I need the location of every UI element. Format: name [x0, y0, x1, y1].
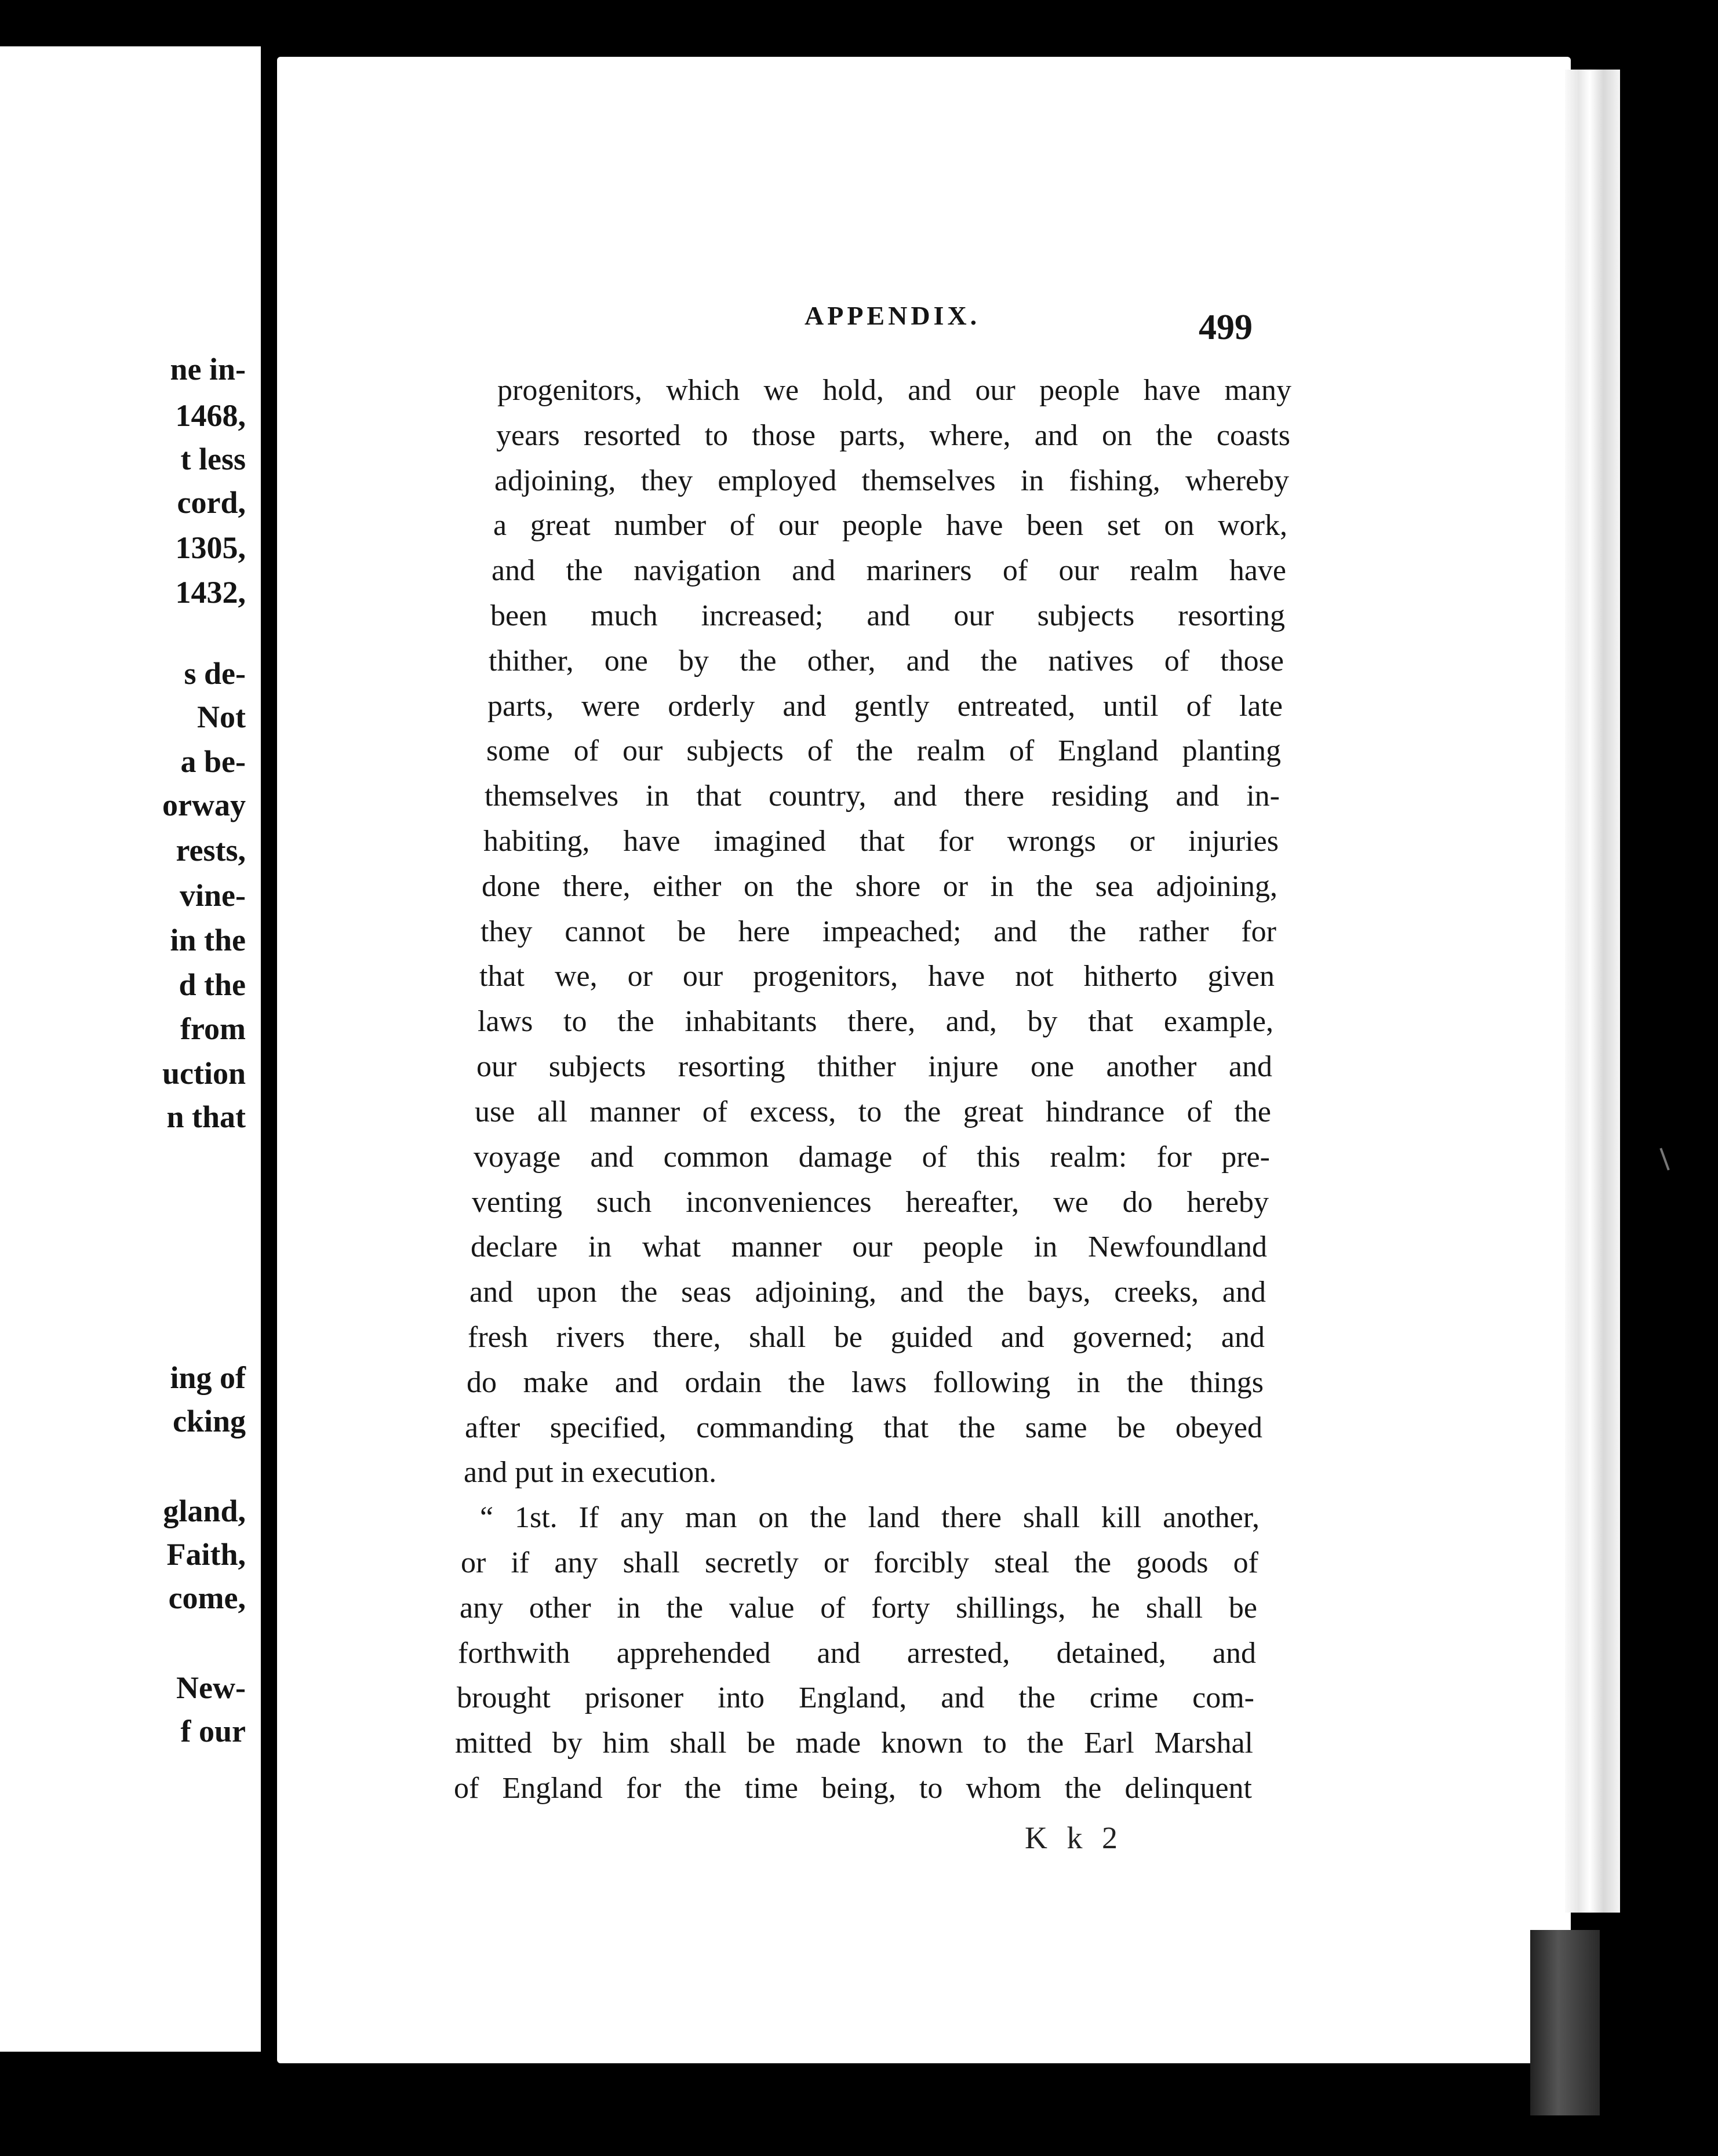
- body-line: our subjects resorting thither injure one another and: [476, 1050, 1272, 1083]
- left-page-line: ing of: [170, 1360, 246, 1395]
- body-line: voyage and common damage of this realm: for pre-: [474, 1141, 1270, 1174]
- body-line: parts, were orderly and gently entreated, until of late: [487, 690, 1283, 723]
- body-line: any other in the value of forty shillings, he shall be: [460, 1591, 1257, 1625]
- body-line: been much increased; and our subjects resorting: [490, 599, 1285, 632]
- left-page: [0, 46, 261, 2052]
- left-page-line: d the: [179, 967, 246, 1002]
- left-page-line: 1432,: [175, 575, 246, 610]
- page-edge-shadow: [1530, 1930, 1600, 2115]
- body-line: after specified, commanding that the same be obeyed: [465, 1411, 1262, 1444]
- body-line: a great number of our people have been set on work,: [493, 509, 1287, 542]
- body-line: that we, or our progenitors, have not hitherto given: [479, 960, 1275, 993]
- left-page-line: rests,: [176, 833, 246, 868]
- left-page-line: s de-: [184, 656, 246, 691]
- left-page-line: cord,: [177, 485, 246, 520]
- body-line: progenitors, which we hold, and our people have many: [497, 374, 1291, 407]
- left-page-line: in the: [170, 923, 246, 957]
- body-line: thither, one by the other, and the natives of those: [489, 644, 1284, 678]
- body-line: adjoining, they employed themselves in fishing, whereby: [494, 464, 1289, 497]
- body-line: or if any shall secretly or forcibly steal the goods of: [461, 1546, 1258, 1579]
- running-head: APPENDIX.: [805, 301, 981, 330]
- body-line: they cannot be here impeached; and the rather for: [481, 915, 1276, 948]
- margin-mark: [1659, 1148, 1669, 1171]
- body-line: forthwith apprehended and arrested, detained, and: [458, 1637, 1256, 1670]
- left-page-line: orway: [162, 788, 246, 822]
- left-page-line: come,: [168, 1580, 246, 1615]
- left-page-line: ne in-: [170, 352, 246, 387]
- body-line: and upon the seas adjoining, and the bays, creeks, and: [469, 1276, 1266, 1309]
- body-line: brought prisoner into England, and the crime com-: [457, 1681, 1254, 1714]
- body-line: “ 1st. If any man on the land there shall kill another,: [480, 1501, 1260, 1534]
- body-line: and put in execution.: [464, 1456, 717, 1489]
- left-page-line: cking: [172, 1404, 246, 1438]
- left-page-line: 1305,: [175, 530, 246, 565]
- left-page-line: gland,: [163, 1494, 246, 1528]
- left-page-line: f our: [180, 1714, 246, 1749]
- body-line: years resorted to those parts, where, and on the coasts: [496, 419, 1290, 452]
- body-line: done there, either on the shore or in the sea adjoining,: [482, 870, 1277, 903]
- left-page-line: n that: [166, 1099, 246, 1134]
- left-page-line: vine-: [180, 878, 246, 913]
- body-line: venting such inconveniences hereafter, we do hereby: [472, 1186, 1269, 1219]
- body-line: and the navigation and mariners of our realm have: [492, 554, 1286, 587]
- left-page-line: Faith,: [166, 1537, 246, 1572]
- left-page-line: Not: [197, 700, 246, 734]
- left-page-line: 1468,: [175, 398, 246, 433]
- body-line: of England for the time being, to whom the delinquent: [454, 1772, 1252, 1805]
- left-page-line: t less: [180, 442, 246, 476]
- body-line: habiting, have imagined that for wrongs or injuries: [483, 825, 1279, 858]
- page-number: 499: [1199, 308, 1253, 347]
- left-page-line: from: [180, 1011, 246, 1046]
- body-line: mitted by him shall be made known to the Earl Marshal: [455, 1727, 1253, 1760]
- left-page-line: a be-: [180, 744, 246, 779]
- page-edge: [1565, 70, 1620, 1913]
- left-page-line: uction: [162, 1056, 246, 1091]
- signature-mark: K k 2: [1025, 1820, 1123, 1855]
- body-line: do make and ordain the laws following in the things: [467, 1366, 1264, 1399]
- body-line: fresh rivers there, shall be guided and governed; and: [468, 1321, 1265, 1354]
- body-line: themselves in that country, and there residing and in-: [485, 780, 1280, 813]
- body-line: some of our subjects of the realm of England planting: [486, 734, 1281, 767]
- left-page-line: New-: [176, 1670, 246, 1705]
- body-line: declare in what manner our people in Newfoundland: [471, 1230, 1267, 1263]
- body-line: laws to the inhabitants there, and, by that example,: [478, 1005, 1273, 1038]
- body-line: use all manner of excess, to the great hindrance of the: [475, 1095, 1271, 1128]
